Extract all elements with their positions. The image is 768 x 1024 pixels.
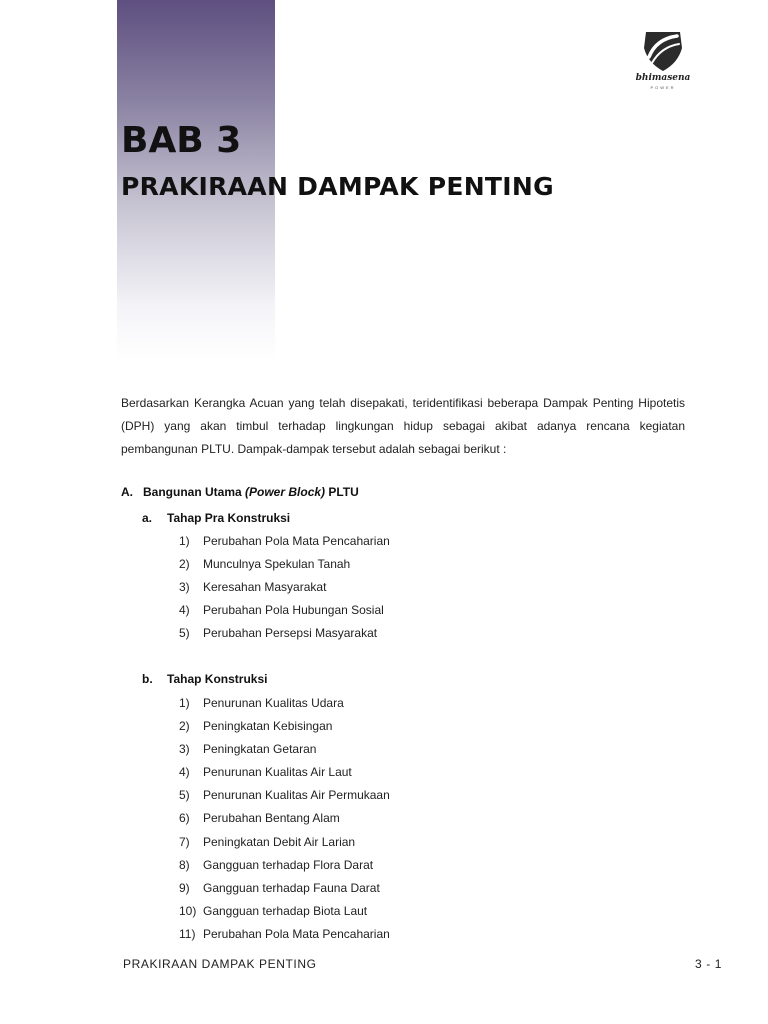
construction-impact-list [179,695,390,949]
list-item-number: 4) [179,603,190,618]
list-item-text: Penurunan Kualitas Air Permukaan [203,788,390,803]
list-item-text: Keresahan Masyarakat [203,580,327,595]
list-item-number: 4) [179,765,190,780]
section-a-title-italic: (Power Block) [245,485,326,499]
list-item-text: Perubahan Pola Mata Pencaharian [203,926,390,941]
list-item-number: 9) [179,880,190,895]
list-item [179,556,390,579]
subsection-b-heading [142,672,267,686]
list-item [179,764,390,787]
list-item [179,741,390,764]
list-item [179,903,390,926]
list-item [179,880,390,903]
section-a-title-post: PLTU [325,485,359,499]
list-item-text: Peningkatan Kebisingan [203,719,333,734]
list-item [179,810,390,833]
list-item [179,834,390,857]
list-item [179,787,390,810]
chapter-subtitle: PRAKIRAAN DAMPAK PENTING [121,172,554,201]
list-item-number: 2) [179,719,190,734]
subsection-b-marker: b. [142,672,153,686]
footer-title: PRAKIRAAN DAMPAK PENTING [123,957,317,971]
list-item-text: Penurunan Kualitas Udara [203,696,344,710]
section-a-heading [121,485,359,499]
pre-construction-impact-list [179,533,390,648]
list-item-number: 5) [179,626,190,641]
subsection-a-title: Tahap Pra Konstruksi [167,511,291,525]
list-item [179,857,390,880]
list-item-number: 6) [179,811,190,826]
list-item-text: Peningkatan Getaran [203,742,317,757]
list-item [179,625,390,648]
list-item [179,718,390,741]
list-item-text: Peningkatan Debit Air Larian [203,834,356,849]
section-a-title-pre: Bangunan Utama [143,485,246,499]
list-item [179,579,390,602]
list-item-number: 10) [179,903,197,918]
list-item-text: Perubahan Bentang Alam [203,811,340,826]
list-item [179,695,390,718]
list-item-number: 5) [179,788,190,803]
list-item-text: Gangguan terhadap Biota Laut [203,903,368,918]
list-item-number: 1) [179,696,190,710]
logo-tagline: POWER [650,85,676,90]
list-item-text: Gangguan terhadap Flora Darat [203,857,374,872]
company-logo [628,26,698,96]
list-item-text: Perubahan Persepsi Masyarakat [203,626,378,641]
page-number: 3 - 1 [694,957,722,971]
section-a-marker: A. [121,485,133,499]
list-item-text: Gangguan terhadap Fauna Darat [203,880,380,895]
list-item-text: Penurunan Kualitas Air Laut [203,765,352,780]
list-item-number: 8) [179,857,190,872]
list-item [179,926,390,949]
list-item-number: 11) [179,926,196,941]
list-item-text: Munculnya Spekulan Tanah [203,557,351,572]
list-item [179,602,390,625]
chapter-heading: BAB 3 [121,120,242,161]
list-item-text: Perubahan Pola Mata Pencaharian [203,534,390,548]
list-item-number: 3) [179,742,190,757]
list-item-number: 7) [179,834,190,849]
shield-logo-icon [640,30,686,72]
subsection-a-heading [142,511,290,525]
logo-wordmark: bhimasena [635,73,691,83]
list-item [179,533,390,556]
list-item-number: 2) [179,557,190,572]
subsection-a-marker: a. [142,511,153,525]
intro-paragraph: Berdasarkan Kerangka Acuan yang telah disepakati, teridentifikasi beberapa Dampak Penting Hipotetis (DPH) yang akan timbul terhadap lingkungan hidup sebagai akibat adanya rencana kegiatan pembangunan PLTU. Dampak-dampak tersebut adalah sebagai berikut : [121,396,685,456]
subsection-b-title: Tahap Konstruksi [167,672,268,686]
list-item-text: Perubahan Pola Hubungan Sosial [203,603,384,618]
list-item-number: 3) [179,580,190,595]
list-item-number: 1) [179,534,190,548]
